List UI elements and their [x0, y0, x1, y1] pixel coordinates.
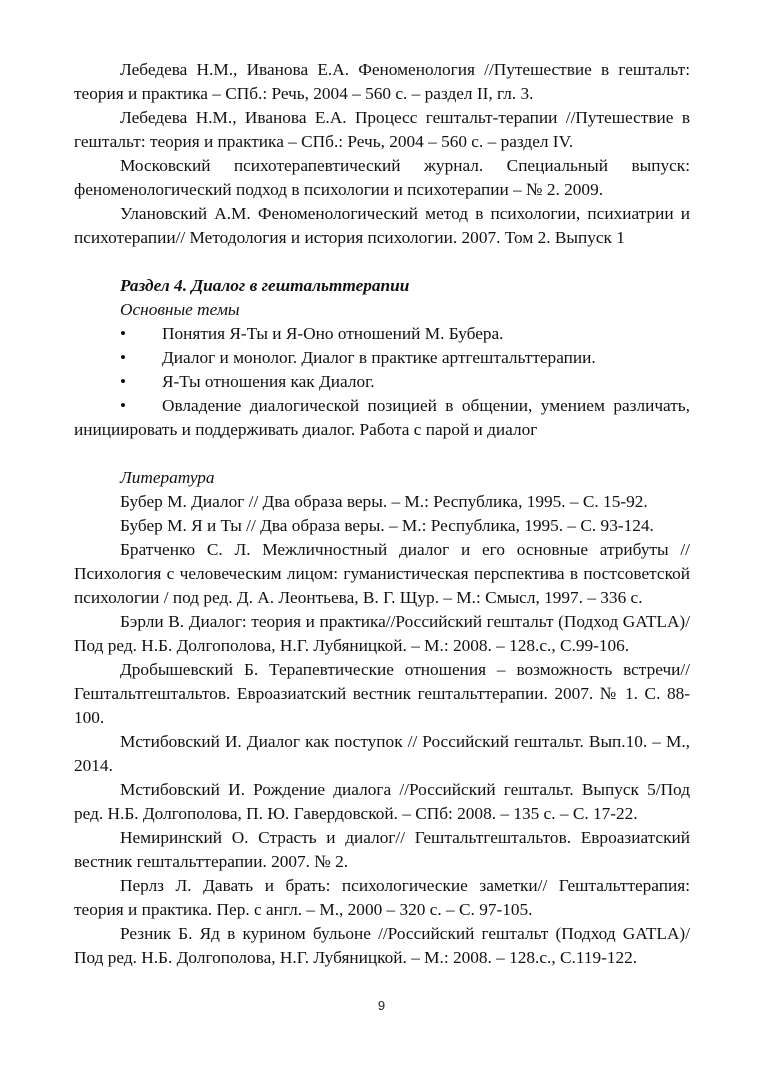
literature-entry: Бубер М. Диалог // Два образа веры. – М.: Республика, 1995. – С. 15-92. [120, 492, 648, 511]
topics-list [74, 322, 690, 442]
literature-entry: Бэрли В. Диалог: теория и практика//Российский гештальт (Подход GATLA)/Под ред. Н.Б. Долгополова, Н.Г. Лубяницкой. – М.: 2008. – 128.с., С.99-106. [74, 612, 690, 655]
bullet-icon: • [120, 396, 127, 415]
literature-entry: Резник Б. Яд в курином бульоне //Российский гештальт (Подход GATLA)/Под ред. Н.Б. Долгополова, Н.Г. Лубяницкой. – М.: 2008. – 128.с., С.119-122. [74, 924, 690, 967]
literature-entry: Перлз Л. Давать и брать: психологические заметки// Гештальттерапия: теория и практика. Пер. с англ. – М., 2000 – 320 с. – С. 97-105. [74, 876, 690, 919]
reference-entry: Лебедева Н.М., Иванова Е.А. Феноменология //Путешествие в гештальт: теория и практика – СПб.: Речь, 2004 – 560 с. – раздел II, гл. 3. [74, 60, 690, 103]
topic-text: Понятия Я-Ты и Я-Оно отношений М. Бубера. [162, 324, 504, 343]
list-item [74, 346, 690, 370]
reference-entry: Улановский А.М. Феноменологический метод в психологии, психиатрии и психотерапии// Методология и история психологии. 2007. Том 2. Выпуск 1 [74, 204, 690, 247]
bullet-icon: • [120, 324, 127, 343]
topic-text: Овладение диалогической позицией в общении, умением различать, инициировать и поддерживать диалог. Работа с парой и диалог [74, 396, 690, 439]
literature-entry: Мстибовский И. Диалог как поступок // Российский гештальт. Вып.10. – М., 2014. [74, 732, 690, 775]
topic-text: Диалог и монолог. Диалог в практике артгештальттерапии. [162, 348, 596, 367]
list-item [74, 322, 690, 346]
spacer [74, 250, 690, 274]
literature-entry: Немиринский О. Страсть и диалог// Гештальтгештальтов. Евроазиатский вестник гештальттерапии. 2007. № 2. [74, 828, 690, 871]
spacer [74, 442, 690, 466]
section-heading: Раздел 4. Диалог в гештальттерапии [120, 276, 410, 295]
literature-entry: Бубер М. Я и Ты // Два образа веры. – М.: Республика, 1995. – С. 93-124. [120, 516, 654, 535]
reference-entry: Московский психотерапевтический журнал. Специальный выпуск: феноменологический подход в психологии и психотерапии – № 2. 2009. [74, 156, 690, 199]
literature-label: Литература [120, 468, 215, 487]
page-body [74, 58, 690, 970]
literature-entry: Дробышевский Б. Терапевтические отношения – возможность встречи// Гештальтгештальтов. Евроазиатский вестник гештальттерапии. 2007. № 1. С. 88-100. [74, 660, 690, 727]
topic-text: Я-Ты отношения как Диалог. [162, 372, 375, 391]
bullet-icon: • [120, 348, 127, 367]
bullet-icon: • [120, 372, 127, 391]
page-number: 9 [377, 998, 386, 1013]
literature-entry: Братченко С. Л. Межличностный диалог и его основные атрибуты // Психология с человеческим лицом: гуманистическая перспектива в постсоветской психологии / под ред. Д. А. Леонтьева, В. Г. Щур. – М.: Смысл, 1997. – 336 с. [74, 540, 690, 607]
list-item [74, 394, 690, 442]
literature-entry: Мстибовский И. Рождение диалога //Российский гештальт. Выпуск 5/Под ред. Н.Б. Долгополова, П. Ю. Гавердовской. – СПб: 2008. – 135 с. – С. 17-22. [74, 780, 690, 823]
list-item [74, 370, 690, 394]
reference-entry: Лебедева Н.М., Иванова Е.А. Процесс гештальт-терапии //Путешествие в гештальт: теория и практика – СПб.: Речь, 2004 – 560 с. – раздел IV. [74, 108, 690, 151]
topics-label: Основные темы [120, 300, 240, 319]
